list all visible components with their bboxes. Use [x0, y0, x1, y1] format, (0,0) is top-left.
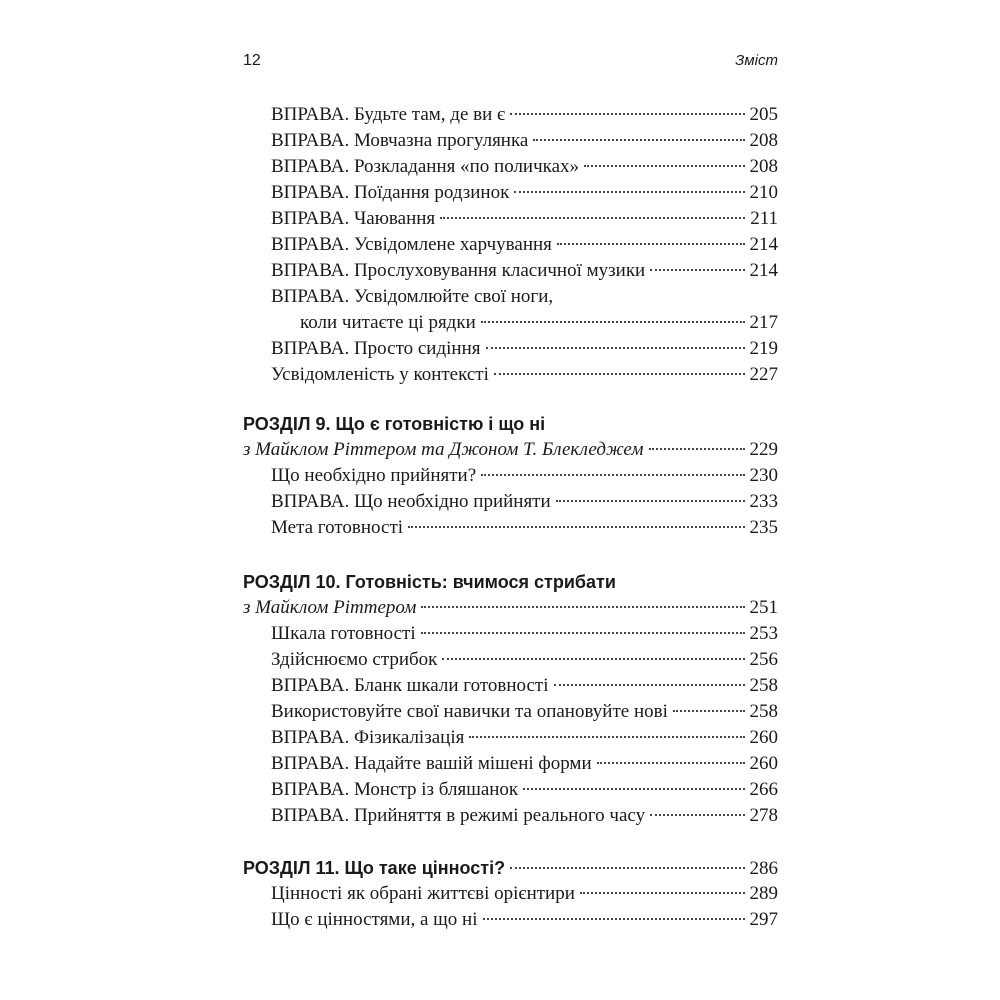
toc-entry: ВПРАВА. Бланк шкали готовності 258 [271, 675, 778, 696]
toc-entry: ВПРАВА. Монстр із бляшанок 266 [271, 779, 778, 800]
toc-entry: Використовуйте свої навички та опановуйте нові 258 [271, 701, 778, 722]
toc-entry: ВПРАВА. Що необхідно прийняти 233 [271, 491, 778, 512]
page-number: 12 [243, 52, 261, 69]
toc-entry: ВПРАВА. Будьте там, де ви є 205 [271, 104, 778, 125]
chapter-heading: РОЗДІЛ 11. Що таке цінності? 286 [243, 858, 778, 879]
toc-entry: Цінності як обрані життєві орієнтири 289 [271, 883, 778, 904]
toc-entry: Що є цінностями, а що ні 297 [271, 909, 778, 930]
toc-entry: Мета готовності 235 [271, 517, 778, 538]
toc-entry: ВПРАВА. Мовчазна прогулянка 208 [271, 130, 778, 151]
chapter-heading: РОЗДІЛ 10. Готовність: вчимося стрибати [243, 572, 616, 592]
toc-entry: ВПРАВА. Поїдання родзинок 210 [271, 182, 778, 203]
chapter-heading: РОЗДІЛ 9. Що є готовністю і що ні [243, 414, 546, 434]
toc-entry: ВПРАВА. Прослуховування класичної музики 214 [271, 260, 778, 281]
toc-entry: ВПРАВА. Просто сидіння 219 [271, 338, 778, 359]
toc-entry: ВПРАВА. Усвідомлене харчування 214 [271, 234, 778, 255]
toc-entry: ВПРАВА. Фізикалізація 260 [271, 727, 778, 748]
toc-entry: Шкала готовності 253 [271, 623, 778, 644]
toc-entry: ВПРАВА. Надайте вашій мішені форми 260 [271, 753, 778, 774]
toc-entry: ВПРАВА. Розкладання «по поличках» 208 [271, 156, 778, 177]
toc-entry: ВПРАВА. Прийняття в режимі реального часу 278 [271, 805, 778, 826]
toc-entry-line1: ВПРАВА. Усвідомлюйте свої ноги, [271, 286, 554, 307]
toc-entry-authors: з Майклом Ріттером 251 [243, 597, 778, 618]
toc-entry-authors: з Майклом Ріттером та Джоном Т. Блекледжем 229 [243, 439, 778, 460]
toc-entry: Усвідомленість у контексті 227 [271, 364, 778, 385]
toc-entry: коли читаєте ці рядки 217 [300, 312, 778, 333]
toc-entry: Що необхідно прийняти? 230 [271, 465, 778, 486]
toc-entry: Здійснюємо стрибок 256 [271, 649, 778, 670]
toc-entry: ВПРАВА. Чаювання 211 [271, 208, 778, 229]
running-head: Зміст [735, 52, 778, 69]
